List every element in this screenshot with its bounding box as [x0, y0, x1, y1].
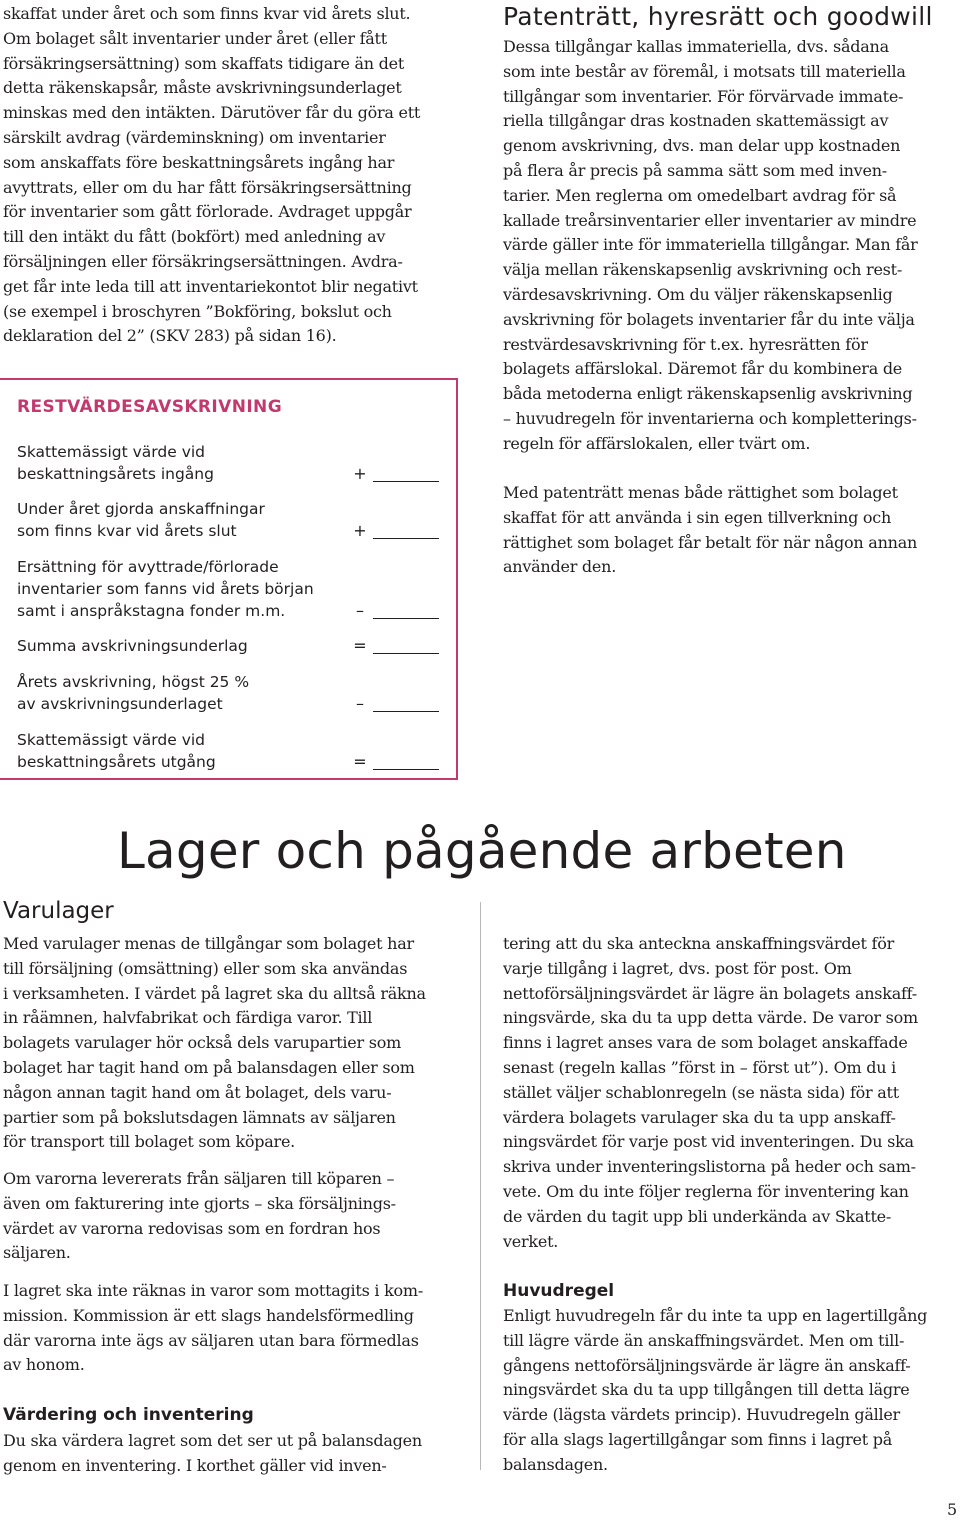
- text-line: försäljningen eller försäkringsersättningen. Avdra-: [3, 251, 403, 271]
- text-line: rättighet som bolaget får betalt för när någon annan: [503, 532, 918, 552]
- intro-paragraph-text: [3, 2, 420, 349]
- text-line: värde gäller inte för immateriella tillgångar. Man får: [503, 235, 918, 255]
- text-line: värdera bolagets varulager ska du ta upp anskaff-: [503, 1107, 896, 1127]
- text-line: Du ska värdera lagret som det ser ut på balansdagen: [3, 1431, 422, 1450]
- text-line: där varorna inte ägs av säljaren utan bara förmedlas: [3, 1330, 419, 1350]
- huvudregel-heading: Huvudregel: [503, 1281, 615, 1301]
- text-line: till lägre värde än anskaffningsvärdet. Men om till-: [503, 1330, 905, 1350]
- text-line: de värden du tagit upp bli underkända av Skatte-: [503, 1206, 892, 1226]
- text-line: partier som på bokslutsdagen lämnats av säljaren: [3, 1107, 396, 1127]
- text-line: värdet av varorna redovisas som en fordran hos: [3, 1218, 381, 1238]
- text-line: båda metoderna enligt räkenskapsenlig avskrivning: [503, 384, 913, 404]
- restvarde-row-label: [17, 556, 442, 622]
- restvarde-fill-in-line[interactable]: [373, 711, 439, 712]
- restvarde-row-label: [17, 498, 442, 542]
- text-line: senast (regeln kallas ”först in – först ut”). Om du i: [503, 1057, 896, 1077]
- text-line: Enligt huvudregeln får du inte ta upp en lagertillgång: [503, 1306, 928, 1325]
- text-line: Om varorna levererats från säljaren till köparen –: [3, 1169, 395, 1188]
- restvarde-label-line: beskattningsårets utgång: [17, 753, 216, 771]
- restvarde-label-line: samt i anspråkstagna fonder m.m.: [17, 602, 286, 620]
- text-line: bolaget har tagit hand om på balansdagen eller som: [3, 1057, 415, 1077]
- restvarde-row: [17, 729, 442, 773]
- restvarde-fill-in-line[interactable]: [373, 653, 439, 654]
- vardering-paragraph: [3, 1429, 422, 1479]
- restvarde-label-line: Under året gjorda anskaffningar: [17, 500, 265, 518]
- patent-paragraph-1: [503, 35, 918, 457]
- restvarde-operator: +: [353, 464, 367, 483]
- restvarde-row: [17, 635, 442, 657]
- text-line: av honom.: [3, 1355, 85, 1375]
- restvarde-row: [17, 498, 442, 542]
- text-line: till den intäkt du fått (bokfört) med anledning av: [3, 227, 386, 247]
- restvarde-operator: –: [356, 694, 364, 713]
- text-line: Om bolaget sålt inventarier under året (eller fått: [3, 28, 387, 48]
- text-line: regeln för affärslokalen, eller tvärt om.: [503, 433, 811, 453]
- section-title: Lager och pågående arbeten: [117, 822, 847, 880]
- restvarde-fill-in-line[interactable]: [373, 538, 439, 539]
- text-line: restvärdesavskrivning för t.ex. hyresrätten för: [503, 334, 868, 354]
- text-line: tering att du ska anteckna anskaffningsvärdet för: [503, 934, 894, 953]
- restvarde-operator: =: [353, 752, 367, 771]
- text-line: skaffat under året och som finns kvar vid årets slut.: [3, 4, 411, 23]
- text-line: vete. Om du inte följer reglerna för inventering kan: [503, 1181, 909, 1201]
- text-line: skriva under inventeringslistorna på heder och sam-: [503, 1157, 916, 1177]
- text-line: tillgångar som inventarier. För förvärvade immate-: [503, 86, 904, 106]
- restvarde-operator: –: [356, 601, 364, 620]
- text-line: stället väljer schablonregeln (se nästa sida) för att: [503, 1082, 899, 1102]
- restvarde-label-line: av avskrivningsunderlaget: [17, 695, 223, 713]
- text-line: tarier. Men reglerna om omedelbart avdrag för så: [503, 185, 897, 205]
- text-line: till försäljning (omsättning) eller som ska användas: [3, 958, 408, 978]
- restvarde-row: [17, 556, 442, 622]
- text-line: genom avskrivning, dvs. man delar upp kostnaden: [503, 136, 901, 156]
- restvarde-row: [17, 671, 442, 715]
- huvudregel-paragraph: [503, 1304, 927, 1478]
- text-line: värde (lägsta värdets princip). Huvudregeln gäller: [503, 1405, 900, 1425]
- intro-paragraph: [3, 2, 420, 349]
- text-line: I lagret ska inte räknas in varor som mottagits i kom-: [3, 1281, 423, 1300]
- text-line: in råämnen, halvfabrikat och färdiga varor. Till: [3, 1008, 373, 1028]
- vardering-heading: Värdering och inventering: [3, 1405, 254, 1425]
- text-line: som inte består av föremål, i motsats till materiella: [503, 61, 906, 81]
- restvarde-fill-in-line[interactable]: [373, 481, 439, 482]
- text-line: avyttrats, eller om du har fått försäkringsersättning: [3, 177, 412, 197]
- restvarde-row-label: [17, 671, 442, 715]
- text-line: genom en inventering. I korthet gäller vid inven-: [3, 1455, 387, 1475]
- restvarde-row-label: [17, 729, 442, 773]
- text-line: – huvudregeln för inventarierna och kompletterings-: [503, 408, 917, 428]
- restvarde-label-line: som finns kvar vid årets slut: [17, 522, 237, 540]
- text-line: på flera år precis på samma sätt som med inven-: [503, 160, 887, 180]
- restvarde-label-line: Ersättning för avyttrade/förlorade: [17, 558, 279, 576]
- patent-paragraph-2: [503, 481, 917, 580]
- text-line: för inventarier som gått förlorade. Avdraget uppgår: [3, 202, 412, 222]
- text-line: balansdagen.: [503, 1454, 608, 1474]
- huvudregel-heading-block: [503, 1279, 614, 1303]
- text-line: get får inte leda till att inventariekontot blir negativt: [3, 276, 418, 296]
- text-line: (se exempel i broschyren ”Bokföring, bokslut och: [3, 301, 392, 321]
- text-line: mission. Kommission är ett slags handelsförmedling: [3, 1305, 414, 1325]
- text-line: i verksamheten. I värdet på lagret ska du alltså räkna: [3, 983, 426, 1003]
- text-line: Dessa tillgångar kallas immateriella, dvs. sådana: [503, 37, 889, 56]
- restvarde-label-line: Skattemässigt värde vid: [17, 731, 206, 749]
- restvarde-label-line: inventarier som fanns vid årets början: [17, 580, 314, 598]
- text-line: riella tillgångar dras kostnaden skattemässigt av: [503, 111, 889, 131]
- text-line: ningsvärde, ska du ta upp detta värde. De varor som: [503, 1008, 918, 1028]
- text-line: ningsvärdet ska du ta upp tillgången till detta lägre: [503, 1380, 910, 1400]
- text-line: särskilt avdrag (värdeminskning) om inventarier: [3, 127, 386, 147]
- text-line: avskrivning för bolagets inventarier får du inte välja: [503, 309, 915, 329]
- text-line: verket.: [503, 1231, 559, 1251]
- restvarde-row: [17, 441, 442, 485]
- restvarde-label-line: Skattemässigt värde vid: [17, 443, 206, 461]
- page-number: 5: [947, 1500, 958, 1519]
- text-line: någon annan tagit hand om åt bolaget, dels varu-: [3, 1082, 392, 1102]
- text-line: detta räkenskapsår, måste avskrivningsunderlaget: [3, 78, 402, 98]
- restvarde-label-line: beskattningsårets ingång: [17, 465, 214, 483]
- inventering-paragraph: [503, 932, 918, 1254]
- text-line: även om fakturering inte gjorts – ska försäljnings-: [3, 1193, 396, 1213]
- text-line: för transport till bolaget som köpare.: [3, 1132, 295, 1152]
- text-line: Med varulager menas de tillgångar som bolaget har: [3, 934, 414, 953]
- varulager-heading: Varulager: [3, 898, 114, 924]
- text-line: bolagets varulager hör också dels varupartier som: [3, 1033, 401, 1053]
- text-line: försäkringsersättning) som skaffats tidigare än det: [3, 53, 405, 73]
- restvarde-label-line: Summa avskrivningsunderlag: [17, 637, 248, 655]
- text-line: gångens nettoförsäljningsvärde är lägre än anskaff-: [503, 1355, 911, 1375]
- text-line: deklaration del 2” (SKV 283) på sidan 16).: [3, 326, 337, 346]
- restvardesavskrivning-title: RESTVÄRDESAVSKRIVNING: [17, 397, 283, 417]
- varulager-paragraph-2: [3, 1167, 396, 1266]
- text-line: värdesavskrivning. Om du väljer räkenskapsenlig: [503, 284, 893, 304]
- column-divider: [480, 902, 481, 1470]
- text-line: minskas med den intäkten. Därutöver får du göra ett: [3, 103, 421, 123]
- text-line: ningsvärdet för varje post vid inventeringen. Du ska: [503, 1132, 914, 1152]
- text-line: för alla slags lagertillgångar som finns i lagret på: [503, 1429, 893, 1449]
- restvarde-operator: =: [353, 636, 367, 655]
- restvarde-fill-in-line[interactable]: [373, 769, 439, 770]
- text-line: bolagets affärslokal. Däremot får du kombinera de: [503, 359, 903, 379]
- text-line: Med patenträtt menas både rättighet som bolaget: [503, 483, 898, 502]
- varulager-paragraph-1: [3, 932, 426, 1155]
- restvarde-operator: +: [353, 521, 367, 540]
- text-line: som anskaffats före beskattningsårets ingång har: [3, 152, 395, 172]
- varulager-paragraph-3: [3, 1279, 423, 1378]
- text-line: nettoförsäljningsvärdet är lägre än bolagets anskaff-: [503, 983, 917, 1003]
- restvarde-fill-in-line[interactable]: [373, 618, 439, 619]
- vardering-heading-block: [3, 1403, 254, 1427]
- text-line: finns i lagret anses vara de som bolaget anskaffade: [503, 1033, 908, 1053]
- text-line: varje tillgång i lagret, dvs. post för post. Om: [503, 958, 852, 978]
- restvarde-row-label: [17, 441, 442, 485]
- restvarde-label-line: Årets avskrivning, högst 25 %: [17, 673, 250, 691]
- text-line: kallade treårsinventarier eller inventarier av mindre: [503, 210, 917, 230]
- text-line: välja mellan räkenskapsenlig avskrivning och rest-: [503, 260, 902, 280]
- patent-heading: Patenträtt, hyresrätt och goodwill: [503, 2, 933, 31]
- text-line: skaffat för att använda i sin egen tillverkning och: [503, 507, 892, 527]
- text-line: använder den.: [503, 557, 617, 577]
- text-line: säljaren.: [3, 1243, 71, 1263]
